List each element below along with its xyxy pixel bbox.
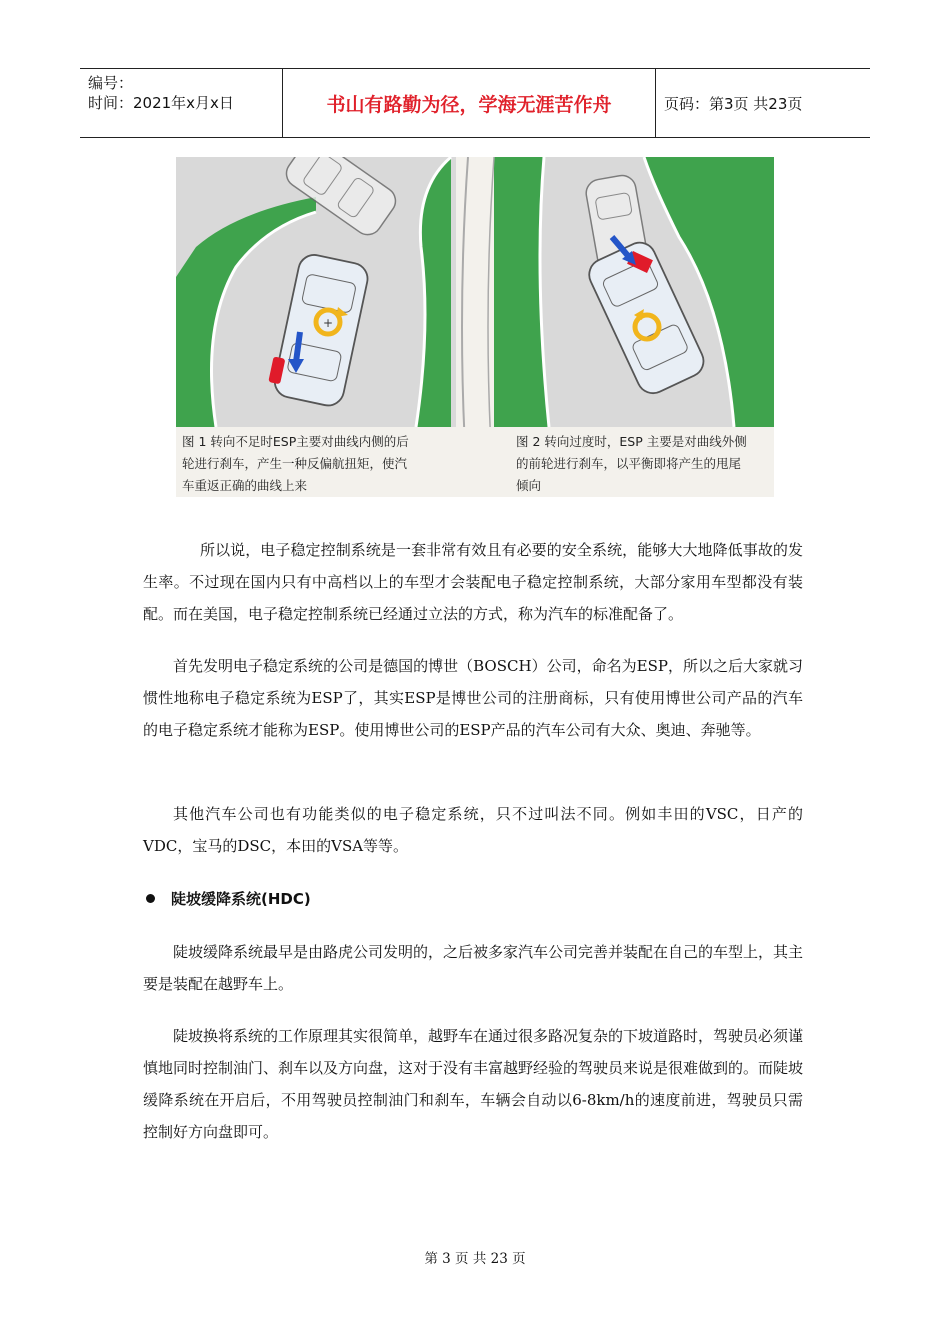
caption-line: 图 1 转向不足时ESP主要对曲线内侧的后 bbox=[182, 434, 409, 449]
section-heading bbox=[143, 888, 311, 909]
caption-line: 图 2 转向过度时，ESP 主要是对曲线外侧 bbox=[516, 434, 747, 449]
paragraph-3 bbox=[143, 798, 803, 862]
bullet-icon bbox=[146, 894, 155, 903]
caption-line: 的前轮进行刹车，以平衡即将产生的甩尾 bbox=[516, 456, 742, 471]
section-title: 陡坡缓降系统(HDC) bbox=[171, 890, 311, 908]
caption-oversteer bbox=[516, 431, 747, 497]
paragraph-2 bbox=[143, 650, 803, 746]
paragraph-text: 所以说，电子稳定控制系统是一套非常有效且有必要的安全系统，能够大大地降低事故的发生率。不过现在国内只有中高档以上的车型才会装配电子稳定控制系统，大部分家用车型都没有装配。而在美国，电子稳定控制系统已经通过立法的方式，称为汽车的标准配备了。 bbox=[143, 541, 803, 623]
footer-page-number: 第 3 页 共 23 页 bbox=[424, 1251, 526, 1267]
header-info-cell bbox=[80, 69, 282, 137]
page-header bbox=[80, 68, 870, 138]
oversteer-panel bbox=[494, 157, 774, 427]
date-label: 时间：2021年x月x日 bbox=[88, 94, 234, 112]
esp-illustration bbox=[176, 157, 774, 497]
paragraph-text: 陡坡换将系统的工作原理其实很简单，越野车在通过很多路况复杂的下坡道路时，驾驶员必须谨慎地同时控制油门、刹车以及方向盘，这对于没有丰富越野经验的驾驶员来说是很难做到的。而陡坡缓降系统在开启后，不用驾驶员控制油门和刹车，车辆会自动以6-8km/h的速度前进，驾驶员只需控制好方向盘即可。 bbox=[143, 1027, 804, 1141]
header-motto: 书山有路勤为径，学海无涯苦作舟 bbox=[282, 69, 656, 137]
caption-line: 车重返正确的曲线上来 bbox=[182, 478, 308, 493]
page-footer bbox=[0, 1247, 950, 1267]
caption-line: 倾向 bbox=[516, 478, 542, 493]
paragraph-5 bbox=[143, 1020, 803, 1148]
paragraph-4 bbox=[143, 936, 803, 1000]
paragraph-text: 陡坡缓降系统最早是由路虎公司发明的，之后被多家汽车公司完善并装配在自己的车型上，其主要是装配在越野车上。 bbox=[143, 943, 804, 993]
caption-understeer bbox=[182, 431, 409, 497]
caption-line: 轮进行刹车，产生一种反偏航扭矩，使汽 bbox=[182, 456, 408, 471]
paragraph-text: 其他汽车公司也有功能类似的电子稳定系统，只不过叫法不同。例如丰田的VSC，日产的VDC，宝马的DSC，本田的VSA等等。 bbox=[143, 805, 803, 855]
svg-text:+: + bbox=[323, 316, 334, 330]
paragraph-text: 首先发明电子稳定系统的公司是德国的博世（BOSCH）公司，命名为ESP，所以之后大家就习惯性地称电子稳定系统为ESP了，其实ESP是博世公司的注册商标，只有使用博世公司产品的汽车的电子稳定系统才能称为ESP。使用博世公司的ESP产品的汽车公司有大众、奥迪、奔驰等。 bbox=[143, 657, 803, 739]
header-page-info: 页码：第3页 共23页 bbox=[664, 94, 803, 113]
paragraph-1 bbox=[143, 534, 803, 630]
understeer-panel bbox=[176, 157, 456, 427]
number-label: 编号： bbox=[88, 74, 134, 92]
